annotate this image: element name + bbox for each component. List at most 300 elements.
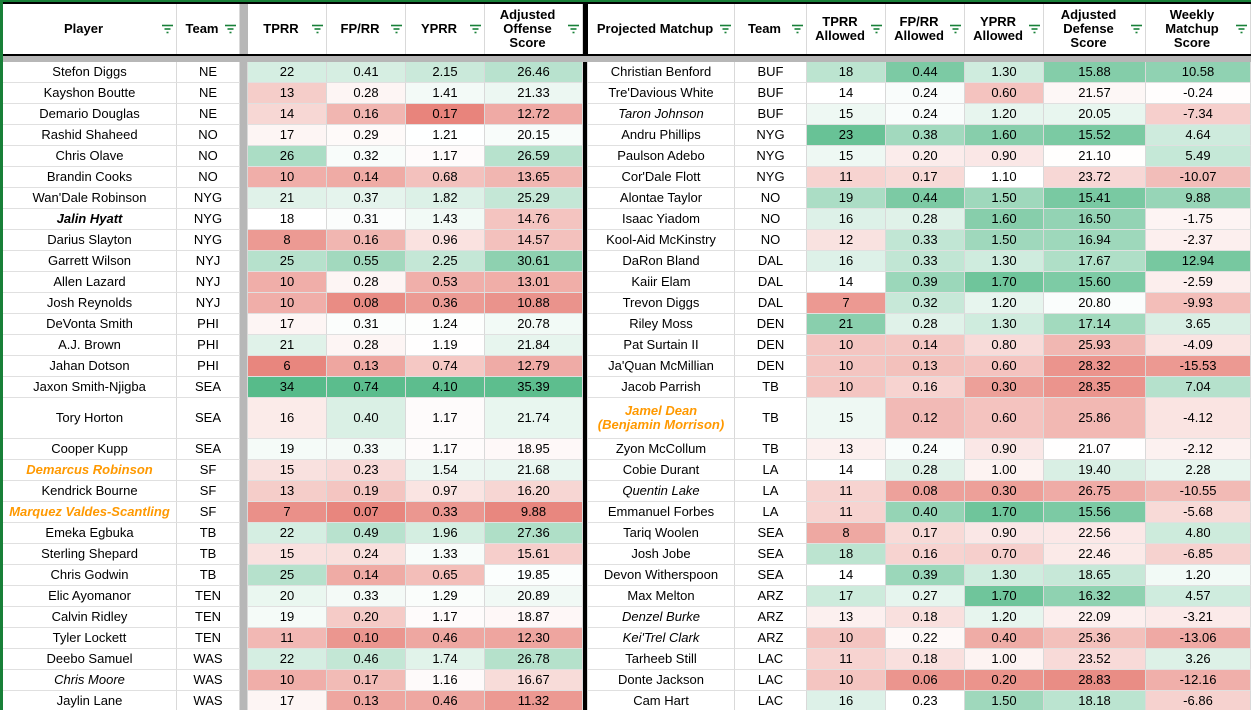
team-cell[interactable]: NYJ	[177, 293, 240, 314]
player-cell[interactable]: Marquez Valdes-Scantling	[3, 502, 177, 523]
fprr-cell[interactable]: 0.46	[327, 649, 406, 670]
tprr-allowed-cell[interactable]: 12	[807, 230, 886, 251]
team-cell[interactable]: WAS	[177, 670, 240, 691]
weekly-matchup-score-cell[interactable]: -10.55	[1146, 481, 1251, 502]
tprr-allowed-cell[interactable]: 16	[807, 691, 886, 710]
filter-icon[interactable]	[567, 24, 580, 35]
tprr-allowed-cell[interactable]: 13	[807, 439, 886, 460]
tprr-cell[interactable]: 22	[248, 649, 327, 670]
adjusted-offense-score-cell[interactable]: 16.67	[485, 670, 583, 691]
adjusted-defense-score-cell[interactable]: 22.56	[1044, 523, 1146, 544]
team-cell[interactable]: DEN	[735, 356, 807, 377]
tprr-allowed-cell[interactable]: 16	[807, 209, 886, 230]
tprr-allowed-cell[interactable]: 17	[807, 586, 886, 607]
adjusted-defense-score-cell[interactable]: 16.50	[1044, 209, 1146, 230]
tprr-allowed-cell[interactable]: 15	[807, 146, 886, 167]
fprr-allowed-cell[interactable]: 0.33	[886, 251, 965, 272]
yprr-cell[interactable]: 1.21	[406, 125, 485, 146]
yprr-allowed-cell[interactable]: 1.30	[965, 314, 1044, 335]
yprr-cell[interactable]: 1.16	[406, 670, 485, 691]
adjusted-offense-score-cell[interactable]: 12.72	[485, 104, 583, 125]
adjusted-offense-score-cell[interactable]: 21.74	[485, 398, 583, 439]
team-cell[interactable]: DAL	[735, 272, 807, 293]
fprr-cell[interactable]: 0.33	[327, 586, 406, 607]
tprr-allowed-cell[interactable]: 11	[807, 167, 886, 188]
tprr-cell[interactable]: 21	[248, 188, 327, 209]
fprr-cell[interactable]: 0.14	[327, 565, 406, 586]
yprr-allowed-cell[interactable]: 0.90	[965, 439, 1044, 460]
adjusted-defense-score-cell[interactable]: 22.09	[1044, 607, 1146, 628]
fprr-allowed-cell[interactable]: 0.33	[886, 230, 965, 251]
filter-icon[interactable]	[1130, 24, 1143, 35]
team-cell[interactable]: NE	[177, 62, 240, 83]
projected-matchup-cell[interactable]: Tre'Davious White	[588, 83, 735, 104]
projected-matchup-cell[interactable]: Kei'Trel Clark	[588, 628, 735, 649]
tprr-cell[interactable]: 10	[248, 293, 327, 314]
adjusted-defense-score-cell[interactable]: 17.14	[1044, 314, 1146, 335]
weekly-matchup-score-cell[interactable]: -10.07	[1146, 167, 1251, 188]
tprr-allowed-cell[interactable]: 14	[807, 565, 886, 586]
projected-matchup-cell[interactable]: Andru Phillips	[588, 125, 735, 146]
projected-matchup-cell[interactable]: Devon Witherspoon	[588, 565, 735, 586]
player-cell[interactable]: Chris Godwin	[3, 565, 177, 586]
team-cell[interactable]: TB	[735, 439, 807, 460]
tprr-cell[interactable]: 15	[248, 460, 327, 481]
fprr-cell[interactable]: 0.31	[327, 314, 406, 335]
player-cell[interactable]: Jaylin Lane	[3, 691, 177, 710]
adjusted-offense-score-cell[interactable]: 27.36	[485, 523, 583, 544]
player-cell[interactable]: Elic Ayomanor	[3, 586, 177, 607]
yprr-allowed-cell[interactable]: 1.70	[965, 272, 1044, 293]
team-cell[interactable]: SF	[177, 481, 240, 502]
yprr-cell[interactable]: 0.46	[406, 628, 485, 649]
team-cell[interactable]: TEN	[177, 628, 240, 649]
adjusted-defense-score-cell[interactable]: 23.52	[1044, 649, 1146, 670]
tprr-cell[interactable]: 25	[248, 251, 327, 272]
fprr-cell[interactable]: 0.23	[327, 460, 406, 481]
tprr-cell[interactable]: 11	[248, 628, 327, 649]
yprr-allowed-cell[interactable]: 0.60	[965, 83, 1044, 104]
adjusted-defense-score-cell[interactable]: 25.93	[1044, 335, 1146, 356]
projected-matchup-cell[interactable]: Quentin Lake	[588, 481, 735, 502]
yprr-allowed-cell[interactable]: 0.60	[965, 356, 1044, 377]
tprr-allowed-cell[interactable]: 10	[807, 628, 886, 649]
team-cell[interactable]: TEN	[177, 607, 240, 628]
yprr-cell[interactable]: 1.17	[406, 146, 485, 167]
yprr-cell[interactable]: 0.74	[406, 356, 485, 377]
team-cell[interactable]: TB	[735, 377, 807, 398]
player-cell[interactable]: Wan'Dale Robinson	[3, 188, 177, 209]
fprr-cell[interactable]: 0.20	[327, 607, 406, 628]
team-cell[interactable]: LAC	[735, 670, 807, 691]
weekly-matchup-score-cell[interactable]: -1.75	[1146, 209, 1251, 230]
projected-matchup-cell[interactable]: Jacob Parrish	[588, 377, 735, 398]
yprr-allowed-cell[interactable]: 0.90	[965, 146, 1044, 167]
adjusted-defense-score-cell[interactable]: 18.65	[1044, 565, 1146, 586]
projected-matchup-cell[interactable]: Pat Surtain II	[588, 335, 735, 356]
tprr-allowed-cell[interactable]: 11	[807, 649, 886, 670]
projected-matchup-cell[interactable]: Tarheeb Still	[588, 649, 735, 670]
team-cell[interactable]: NYG	[177, 188, 240, 209]
weekly-matchup-score-cell[interactable]: 5.49	[1146, 146, 1251, 167]
weekly-matchup-score-cell[interactable]: -0.24	[1146, 83, 1251, 104]
tprr-cell[interactable]: 19	[248, 439, 327, 460]
fprr-allowed-cell[interactable]: 0.38	[886, 125, 965, 146]
tprr-cell[interactable]: 10	[248, 272, 327, 293]
yprr-cell[interactable]: 1.17	[406, 398, 485, 439]
adjusted-defense-score-cell[interactable]: 26.75	[1044, 481, 1146, 502]
yprr-allowed-cell[interactable]: 1.20	[965, 293, 1044, 314]
team-cell[interactable]: SF	[177, 502, 240, 523]
yprr-allowed-cell[interactable]: 1.30	[965, 62, 1044, 83]
tprr-allowed-cell[interactable]: 7	[807, 293, 886, 314]
player-cell[interactable]: Chris Olave	[3, 146, 177, 167]
adjusted-offense-score-cell[interactable]: 16.20	[485, 481, 583, 502]
yprr-allowed-cell[interactable]: 1.10	[965, 167, 1044, 188]
fprr-allowed-cell[interactable]: 0.24	[886, 104, 965, 125]
projected-matchup-cell[interactable]: Kool-Aid McKinstry	[588, 230, 735, 251]
player-cell[interactable]: Jahan Dotson	[3, 356, 177, 377]
yprr-cell[interactable]: 1.74	[406, 649, 485, 670]
projected-matchup-cell[interactable]: Zyon McCollum	[588, 439, 735, 460]
adjusted-defense-score-cell[interactable]: 15.52	[1044, 125, 1146, 146]
weekly-matchup-score-cell[interactable]: 4.80	[1146, 523, 1251, 544]
adjusted-defense-score-cell[interactable]: 15.60	[1044, 272, 1146, 293]
weekly-matchup-score-cell[interactable]: 4.64	[1146, 125, 1251, 146]
tprr-cell[interactable]: 13	[248, 481, 327, 502]
fprr-allowed-cell[interactable]: 0.17	[886, 167, 965, 188]
team-cell[interactable]: NYJ	[177, 272, 240, 293]
yprr-allowed-cell[interactable]: 1.30	[965, 251, 1044, 272]
fprr-allowed-cell[interactable]: 0.06	[886, 670, 965, 691]
yprr-cell[interactable]: 0.65	[406, 565, 485, 586]
adjusted-offense-score-cell[interactable]: 11.32	[485, 691, 583, 710]
player-cell[interactable]: Cooper Kupp	[3, 439, 177, 460]
weekly-matchup-score-cell[interactable]: 12.94	[1146, 251, 1251, 272]
filter-icon[interactable]	[469, 24, 482, 35]
fprr-cell[interactable]: 0.33	[327, 439, 406, 460]
tprr-cell[interactable]: 21	[248, 335, 327, 356]
fprr-cell[interactable]: 0.74	[327, 377, 406, 398]
fprr-allowed-cell[interactable]: 0.32	[886, 293, 965, 314]
team-cell[interactable]: SEA	[735, 565, 807, 586]
player-cell[interactable]: A.J. Brown	[3, 335, 177, 356]
team-cell[interactable]: NYG	[735, 167, 807, 188]
adjusted-offense-score-cell[interactable]: 26.46	[485, 62, 583, 83]
fprr-cell[interactable]: 0.14	[327, 167, 406, 188]
fprr-allowed-cell[interactable]: 0.24	[886, 83, 965, 104]
adjusted-defense-score-cell[interactable]: 21.10	[1044, 146, 1146, 167]
tprr-allowed-cell[interactable]: 14	[807, 83, 886, 104]
weekly-matchup-score-cell[interactable]: 3.65	[1146, 314, 1251, 335]
player-cell[interactable]: Kayshon Boutte	[3, 83, 177, 104]
adjusted-defense-score-cell[interactable]: 17.67	[1044, 251, 1146, 272]
team-cell[interactable]: NO	[177, 146, 240, 167]
adjusted-offense-score-cell[interactable]: 21.84	[485, 335, 583, 356]
adjusted-defense-score-cell[interactable]: 20.05	[1044, 104, 1146, 125]
team-cell[interactable]: TEN	[177, 586, 240, 607]
player-cell[interactable]: Rashid Shaheed	[3, 125, 177, 146]
weekly-matchup-score-cell[interactable]: -9.93	[1146, 293, 1251, 314]
player-cell[interactable]: Deebo Samuel	[3, 649, 177, 670]
adjusted-defense-score-cell[interactable]: 22.46	[1044, 544, 1146, 565]
fprr-allowed-cell[interactable]: 0.39	[886, 565, 965, 586]
yprr-allowed-cell[interactable]: 0.40	[965, 628, 1044, 649]
yprr-allowed-cell[interactable]: 1.50	[965, 188, 1044, 209]
adjusted-defense-score-cell[interactable]: 19.40	[1044, 460, 1146, 481]
adjusted-defense-score-cell[interactable]: 25.36	[1044, 628, 1146, 649]
weekly-matchup-score-cell[interactable]: -3.21	[1146, 607, 1251, 628]
team-cell[interactable]: NO	[177, 125, 240, 146]
filter-icon[interactable]	[791, 24, 804, 35]
yprr-cell[interactable]: 0.68	[406, 167, 485, 188]
yprr-allowed-cell[interactable]: 0.90	[965, 523, 1044, 544]
fprr-cell[interactable]: 0.10	[327, 628, 406, 649]
projected-matchup-cell[interactable]: Isaac Yiadom	[588, 209, 735, 230]
adjusted-offense-score-cell[interactable]: 30.61	[485, 251, 583, 272]
yprr-cell[interactable]: 1.96	[406, 523, 485, 544]
tprr-cell[interactable]: 26	[248, 146, 327, 167]
tprr-cell[interactable]: 18	[248, 209, 327, 230]
adjusted-offense-score-cell[interactable]: 19.85	[485, 565, 583, 586]
team-cell[interactable]: NE	[177, 83, 240, 104]
weekly-matchup-score-cell[interactable]: -2.37	[1146, 230, 1251, 251]
yprr-cell[interactable]: 1.17	[406, 439, 485, 460]
tprr-cell[interactable]: 6	[248, 356, 327, 377]
tprr-cell[interactable]: 20	[248, 586, 327, 607]
player-cell[interactable]: Brandin Cooks	[3, 167, 177, 188]
yprr-cell[interactable]: 0.17	[406, 104, 485, 125]
adjusted-offense-score-cell[interactable]: 20.15	[485, 125, 583, 146]
team-cell[interactable]: TB	[735, 398, 807, 439]
fprr-cell[interactable]: 0.13	[327, 691, 406, 710]
player-cell[interactable]: Demario Douglas	[3, 104, 177, 125]
team-cell[interactable]: NO	[177, 167, 240, 188]
header-projected-matchup[interactable]	[588, 4, 735, 54]
projected-matchup-cell[interactable]: Emmanuel Forbes	[588, 502, 735, 523]
team-cell[interactable]: LA	[735, 502, 807, 523]
adjusted-defense-score-cell[interactable]: 16.94	[1044, 230, 1146, 251]
team-cell[interactable]: DEN	[735, 335, 807, 356]
yprr-allowed-cell[interactable]: 1.60	[965, 209, 1044, 230]
yprr-cell[interactable]: 1.24	[406, 314, 485, 335]
tprr-allowed-cell[interactable]: 14	[807, 272, 886, 293]
player-cell[interactable]: Allen Lazard	[3, 272, 177, 293]
player-cell[interactable]: Tyler Lockett	[3, 628, 177, 649]
header-adjusted-offense-score[interactable]	[485, 4, 583, 54]
adjusted-offense-score-cell[interactable]: 18.95	[485, 439, 583, 460]
weekly-matchup-score-cell[interactable]: -15.53	[1146, 356, 1251, 377]
player-cell[interactable]: Emeka Egbuka	[3, 523, 177, 544]
fprr-allowed-cell[interactable]: 0.44	[886, 62, 965, 83]
adjusted-offense-score-cell[interactable]: 13.01	[485, 272, 583, 293]
tprr-cell[interactable]: 25	[248, 565, 327, 586]
filter-icon[interactable]	[1235, 24, 1248, 35]
yprr-cell[interactable]: 1.33	[406, 544, 485, 565]
yprr-allowed-cell[interactable]: 1.00	[965, 460, 1044, 481]
yprr-cell[interactable]: 1.17	[406, 607, 485, 628]
fprr-allowed-cell[interactable]: 0.18	[886, 649, 965, 670]
adjusted-offense-score-cell[interactable]: 13.65	[485, 167, 583, 188]
yprr-cell[interactable]: 1.82	[406, 188, 485, 209]
tprr-cell[interactable]: 13	[248, 83, 327, 104]
yprr-allowed-cell[interactable]: 1.20	[965, 607, 1044, 628]
tprr-allowed-cell[interactable]: 14	[807, 460, 886, 481]
yprr-allowed-cell[interactable]: 0.30	[965, 481, 1044, 502]
adjusted-defense-score-cell[interactable]: 15.56	[1044, 502, 1146, 523]
team-cell[interactable]: SF	[177, 460, 240, 481]
fprr-cell[interactable]: 0.28	[327, 83, 406, 104]
fprr-cell[interactable]: 0.19	[327, 481, 406, 502]
tprr-allowed-cell[interactable]: 21	[807, 314, 886, 335]
fprr-cell[interactable]: 0.40	[327, 398, 406, 439]
yprr-allowed-cell[interactable]: 0.60	[965, 398, 1044, 439]
header-tprr[interactable]	[248, 4, 327, 54]
projected-matchup-cell[interactable]: Cobie Durant	[588, 460, 735, 481]
yprr-allowed-cell[interactable]: 1.00	[965, 649, 1044, 670]
filter-icon[interactable]	[1028, 24, 1041, 35]
adjusted-offense-score-cell[interactable]: 12.30	[485, 628, 583, 649]
adjusted-offense-score-cell[interactable]: 25.29	[485, 188, 583, 209]
team-cell[interactable]: NO	[735, 188, 807, 209]
adjusted-defense-score-cell[interactable]: 21.07	[1044, 439, 1146, 460]
filter-icon[interactable]	[161, 24, 174, 35]
weekly-matchup-score-cell[interactable]: 3.26	[1146, 649, 1251, 670]
filter-icon[interactable]	[719, 24, 732, 35]
fprr-allowed-cell[interactable]: 0.27	[886, 586, 965, 607]
team-cell[interactable]: BUF	[735, 62, 807, 83]
tprr-allowed-cell[interactable]: 16	[807, 251, 886, 272]
fprr-allowed-cell[interactable]: 0.14	[886, 335, 965, 356]
team-cell[interactable]: NE	[177, 104, 240, 125]
adjusted-offense-score-cell[interactable]: 15.61	[485, 544, 583, 565]
tprr-cell[interactable]: 7	[248, 502, 327, 523]
header-team-left[interactable]	[177, 4, 240, 54]
player-cell[interactable]: Jaxon Smith-Njigba	[3, 377, 177, 398]
team-cell[interactable]: SEA	[177, 377, 240, 398]
adjusted-defense-score-cell[interactable]: 16.32	[1044, 586, 1146, 607]
adjusted-offense-score-cell[interactable]: 14.76	[485, 209, 583, 230]
header-fprr-allowed[interactable]	[886, 4, 965, 54]
fprr-allowed-cell[interactable]: 0.20	[886, 146, 965, 167]
projected-matchup-cell[interactable]: Riley Moss	[588, 314, 735, 335]
weekly-matchup-score-cell[interactable]: -2.59	[1146, 272, 1251, 293]
fprr-allowed-cell[interactable]: 0.40	[886, 502, 965, 523]
fprr-allowed-cell[interactable]: 0.23	[886, 691, 965, 710]
player-cell[interactable]: Calvin Ridley	[3, 607, 177, 628]
fprr-allowed-cell[interactable]: 0.08	[886, 481, 965, 502]
yprr-allowed-cell[interactable]: 1.50	[965, 691, 1044, 710]
tprr-cell[interactable]: 17	[248, 314, 327, 335]
header-yprr[interactable]	[406, 4, 485, 54]
team-cell[interactable]: PHI	[177, 314, 240, 335]
weekly-matchup-score-cell[interactable]: -12.16	[1146, 670, 1251, 691]
fprr-allowed-cell[interactable]: 0.13	[886, 356, 965, 377]
adjusted-defense-score-cell[interactable]: 28.83	[1044, 670, 1146, 691]
player-cell[interactable]: Stefon Diggs	[3, 62, 177, 83]
player-cell[interactable]: Garrett Wilson	[3, 251, 177, 272]
adjusted-offense-score-cell[interactable]: 10.88	[485, 293, 583, 314]
team-cell[interactable]: ARZ	[735, 628, 807, 649]
player-cell[interactable]: Demarcus Robinson	[3, 460, 177, 481]
fprr-cell[interactable]: 0.08	[327, 293, 406, 314]
player-cell[interactable]: Josh Reynolds	[3, 293, 177, 314]
weekly-matchup-score-cell[interactable]: 9.88	[1146, 188, 1251, 209]
yprr-cell[interactable]: 0.36	[406, 293, 485, 314]
fprr-allowed-cell[interactable]: 0.28	[886, 209, 965, 230]
team-cell[interactable]: TB	[177, 565, 240, 586]
filter-icon[interactable]	[311, 24, 324, 35]
filter-icon[interactable]	[870, 24, 883, 35]
team-cell[interactable]: LA	[735, 460, 807, 481]
fprr-cell[interactable]: 0.29	[327, 125, 406, 146]
weekly-matchup-score-cell[interactable]: -7.34	[1146, 104, 1251, 125]
yprr-allowed-cell[interactable]: 1.20	[965, 104, 1044, 125]
adjusted-offense-score-cell[interactable]: 12.79	[485, 356, 583, 377]
projected-matchup-cell[interactable]: Cam Hart	[588, 691, 735, 710]
weekly-matchup-score-cell[interactable]: -6.86	[1146, 691, 1251, 710]
adjusted-offense-score-cell[interactable]: 21.33	[485, 83, 583, 104]
fprr-cell[interactable]: 0.31	[327, 209, 406, 230]
team-cell[interactable]: BUF	[735, 83, 807, 104]
team-cell[interactable]: PHI	[177, 335, 240, 356]
adjusted-offense-score-cell[interactable]: 20.78	[485, 314, 583, 335]
header-yprr-allowed[interactable]	[965, 4, 1044, 54]
yprr-allowed-cell[interactable]: 0.70	[965, 544, 1044, 565]
adjusted-offense-score-cell[interactable]: 18.87	[485, 607, 583, 628]
player-cell[interactable]: Sterling Shepard	[3, 544, 177, 565]
yprr-allowed-cell[interactable]: 0.30	[965, 377, 1044, 398]
tprr-allowed-cell[interactable]: 11	[807, 481, 886, 502]
projected-matchup-cell[interactable]: Kaiir Elam	[588, 272, 735, 293]
header-player[interactable]	[3, 4, 177, 54]
player-cell[interactable]: Tory Horton	[3, 398, 177, 439]
header-tprr-allowed[interactable]	[807, 4, 886, 54]
fprr-allowed-cell[interactable]: 0.16	[886, 377, 965, 398]
yprr-cell[interactable]: 0.46	[406, 691, 485, 710]
header-team-right[interactable]	[735, 4, 807, 54]
weekly-matchup-score-cell[interactable]: 2.28	[1146, 460, 1251, 481]
team-cell[interactable]: SEA	[735, 523, 807, 544]
header-adjusted-defense-score[interactable]	[1044, 4, 1146, 54]
tprr-cell[interactable]: 22	[248, 62, 327, 83]
team-cell[interactable]: LAC	[735, 649, 807, 670]
fprr-allowed-cell[interactable]: 0.24	[886, 439, 965, 460]
fprr-cell[interactable]: 0.13	[327, 356, 406, 377]
projected-matchup-cell[interactable]: Cor'Dale Flott	[588, 167, 735, 188]
fprr-allowed-cell[interactable]: 0.44	[886, 188, 965, 209]
fprr-cell[interactable]: 0.49	[327, 523, 406, 544]
tprr-allowed-cell[interactable]: 15	[807, 104, 886, 125]
header-weekly-matchup-score[interactable]	[1146, 4, 1251, 54]
fprr-allowed-cell[interactable]: 0.12	[886, 398, 965, 439]
adjusted-offense-score-cell[interactable]: 35.39	[485, 377, 583, 398]
team-cell[interactable]: NO	[735, 230, 807, 251]
yprr-cell[interactable]: 1.41	[406, 83, 485, 104]
adjusted-defense-score-cell[interactable]: 28.35	[1044, 377, 1146, 398]
weekly-matchup-score-cell[interactable]: -13.06	[1146, 628, 1251, 649]
fprr-allowed-cell[interactable]: 0.28	[886, 460, 965, 481]
fprr-cell[interactable]: 0.28	[327, 272, 406, 293]
adjusted-offense-score-cell[interactable]: 9.88	[485, 502, 583, 523]
tprr-allowed-cell[interactable]: 19	[807, 188, 886, 209]
weekly-matchup-score-cell[interactable]: 7.04	[1146, 377, 1251, 398]
tprr-cell[interactable]: 15	[248, 544, 327, 565]
tprr-allowed-cell[interactable]: 10	[807, 335, 886, 356]
team-cell[interactable]: WAS	[177, 691, 240, 710]
yprr-cell[interactable]: 2.15	[406, 62, 485, 83]
tprr-cell[interactable]: 19	[248, 607, 327, 628]
